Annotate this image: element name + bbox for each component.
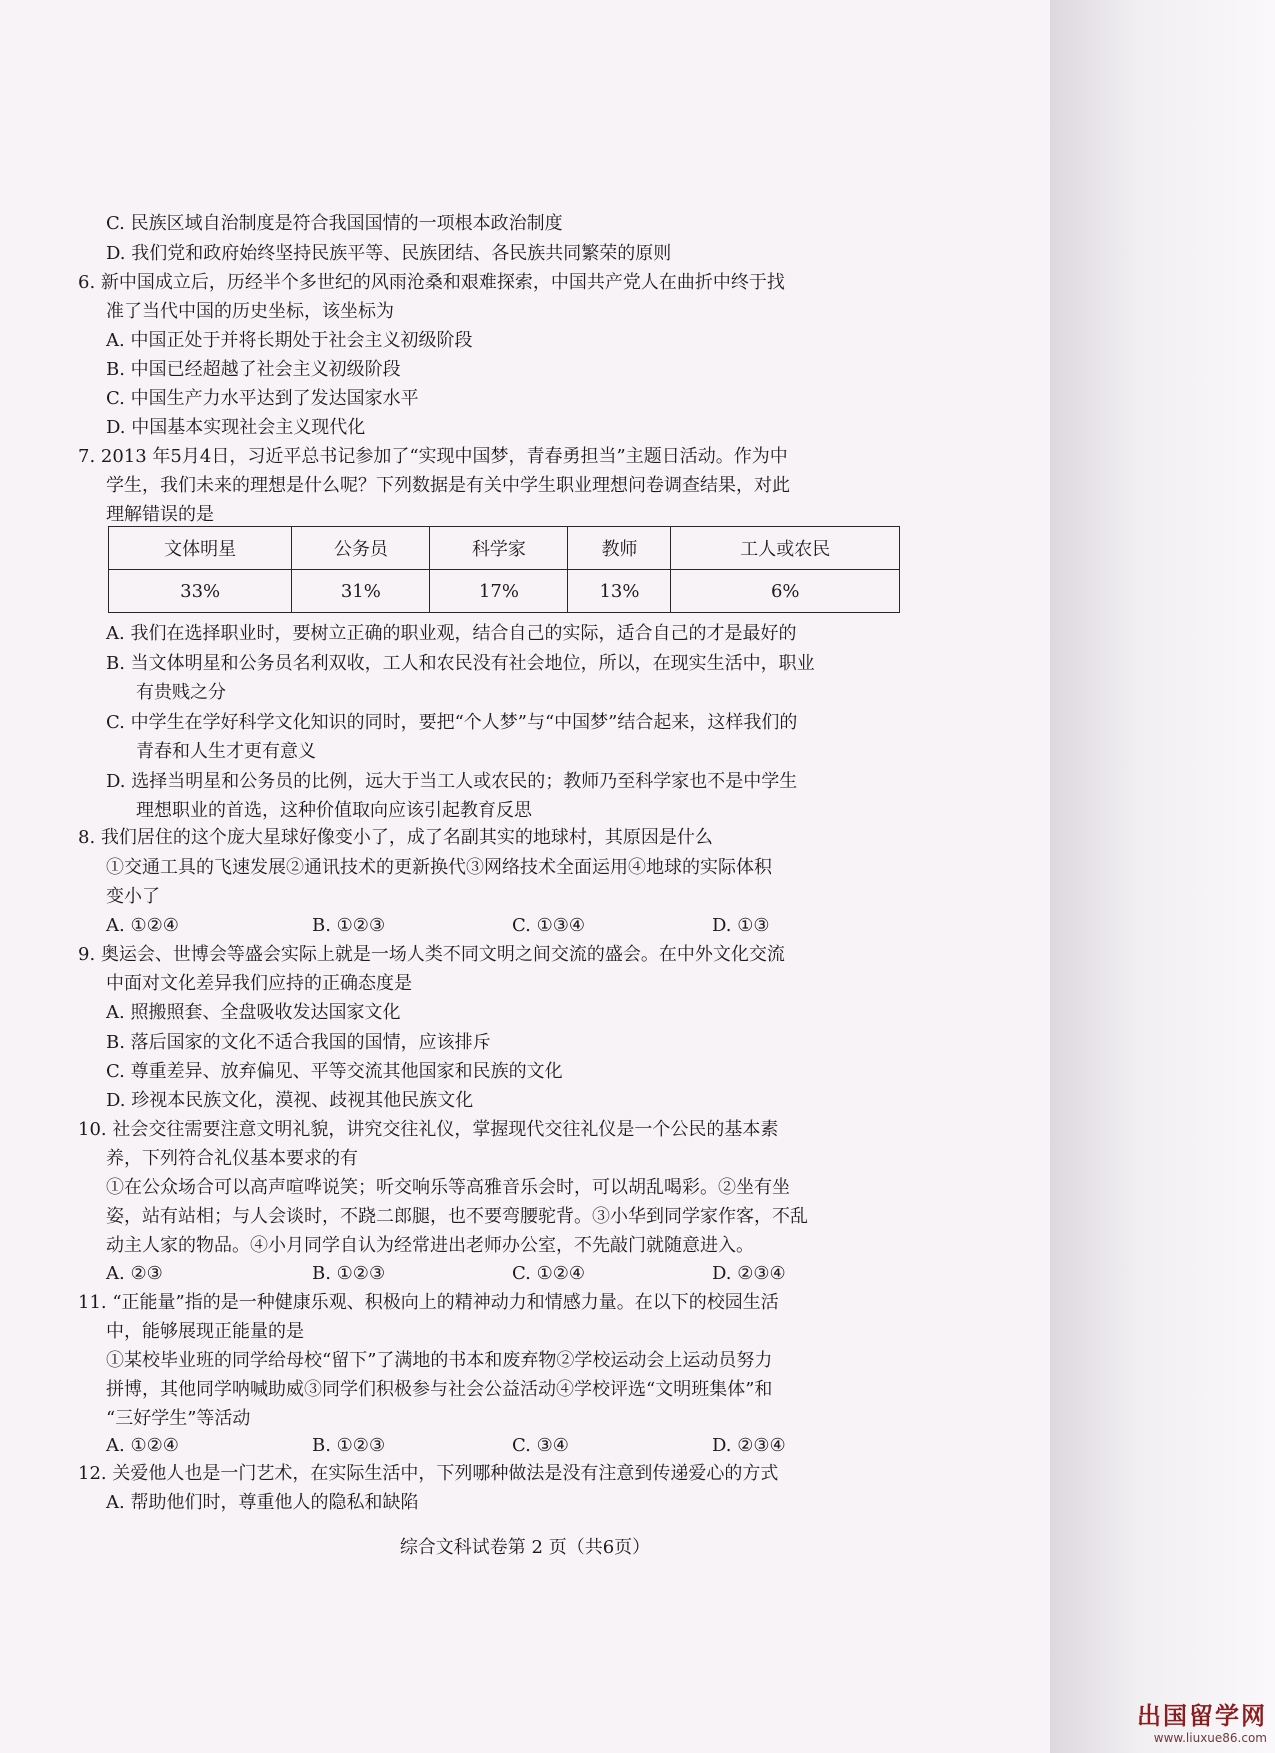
survey-value-cell: 13% bbox=[568, 570, 671, 613]
survey-value-cell: 6% bbox=[671, 570, 900, 613]
text-line: 理想职业的首选，这种价值取向应该引起教育反思 bbox=[136, 800, 532, 821]
answer-choice: B. ①②③ bbox=[312, 915, 386, 936]
question-line: 10. 社会交往需要注意文明礼貌，讲究交往礼仪，掌握现代交往礼仪是一个公民的基本素 bbox=[78, 1119, 779, 1140]
text-line: 有贵贱之分 bbox=[136, 682, 226, 703]
option-line: B. 中国已经超越了社会主义初级阶段 bbox=[106, 359, 401, 380]
text-line: “三好学生”等活动 bbox=[106, 1408, 251, 1429]
text-line: 学生，我们未来的理想是什么呢？下列数据是有关中学生职业理想问卷调查结果，对此 bbox=[106, 475, 790, 496]
option-line: C. 中国生产力水平达到了发达国家水平 bbox=[106, 388, 419, 409]
text-line: 中面对文化差异我们应持的正确态度是 bbox=[106, 973, 412, 994]
survey-value-cell: 31% bbox=[292, 570, 430, 613]
option-line: C. 中学生在学好科学文化知识的同时，要把“个人梦”与“中国梦”结合起来，这样我们的 bbox=[106, 712, 798, 733]
answer-choice: A. ①②④ bbox=[106, 1435, 179, 1456]
answer-choice: C. ③④ bbox=[512, 1435, 569, 1456]
question-line: 6. 新中国成立后，历经半个多世纪的风雨沧桑和艰难探索，中国共产党人在曲折中终于找 bbox=[78, 272, 785, 293]
survey-header-cell: 教师 bbox=[568, 527, 671, 570]
option-line: A. 帮助他们时，尊重他人的隐私和缺陷 bbox=[106, 1492, 419, 1513]
text-line: ①某校毕业班的同学给母校“留下”了满地的书本和废弃物②学校运动会上运动员努力 bbox=[106, 1350, 773, 1371]
scan-background bbox=[1050, 0, 1275, 1753]
answer-choice: B. ①②③ bbox=[312, 1263, 386, 1284]
survey-header-cell: 科学家 bbox=[430, 527, 568, 570]
watermark-title: 出国留学网 bbox=[1137, 1702, 1267, 1730]
answer-choice: D. ②③④ bbox=[712, 1263, 786, 1284]
option-line: B. 落后国家的文化不适合我国的国情，应该排斥 bbox=[106, 1032, 491, 1053]
site-watermark bbox=[1137, 1696, 1267, 1745]
text-line: 动主人家的物品。④小月同学自认为经常进出老师办公室，不先敲门就随意进入。 bbox=[106, 1235, 754, 1256]
text-line: 中，能够展现正能量的是 bbox=[106, 1321, 304, 1342]
answer-choice: A. ①②④ bbox=[106, 915, 179, 936]
option-line: D. 中国基本实现社会主义现代化 bbox=[106, 417, 366, 438]
option-line: C. 民族区域自治制度是符合我国国情的一项根本政治制度 bbox=[106, 213, 563, 234]
survey-value-row bbox=[109, 570, 900, 613]
answer-choice: B. ①②③ bbox=[312, 1435, 386, 1456]
career-survey-table bbox=[108, 526, 900, 613]
text-line: 养，下列符合礼仪基本要求的有 bbox=[106, 1148, 358, 1169]
answer-choice: D. ①③ bbox=[712, 915, 770, 936]
watermark-url: www.liuxue86.com bbox=[1153, 1731, 1267, 1745]
question-line: 12. 关爱他人也是一门艺术，在实际生活中，下列哪种做法是没有注意到传递爱心的方式 bbox=[78, 1463, 779, 1484]
option-line: A. 中国正处于并将长期处于社会主义初级阶段 bbox=[106, 330, 473, 351]
text-line: 准了当代中国的历史坐标，该坐标为 bbox=[106, 301, 394, 322]
text-line: 理解错误的是 bbox=[106, 504, 214, 525]
answer-choice: C. ①③④ bbox=[512, 915, 585, 936]
option-line: D. 选择当明星和公务员的比例，远大于当工人或农民的；教师乃至科学家也不是中学生 bbox=[106, 771, 798, 792]
survey-header-cell: 文体明星 bbox=[109, 527, 292, 570]
page-footer: 综合文科试卷第 2 页（共6页） bbox=[399, 1537, 651, 1558]
survey-header-cell: 公务员 bbox=[292, 527, 430, 570]
survey-value-cell: 17% bbox=[430, 570, 568, 613]
text-line: 青春和人生才更有意义 bbox=[136, 741, 316, 762]
survey-header-row bbox=[109, 527, 900, 570]
answer-choice: C. ①②④ bbox=[512, 1263, 585, 1284]
option-line: D. 我们党和政府始终坚持民族平等、民族团结、各民族共同繁荣的原则 bbox=[106, 243, 672, 264]
answer-choice: D. ②③④ bbox=[712, 1435, 786, 1456]
question-line: 9. 奥运会、世博会等盛会实际上就是一场人类不同文明之间交流的盛会。在中外文化交流 bbox=[78, 944, 785, 965]
option-line: A. 我们在选择职业时，要树立正确的职业观，结合自己的实际，适合自己的才是最好的 bbox=[106, 623, 797, 644]
question-line: 8. 我们居住的这个庞大星球好像变小了，成了名副其实的地球村，其原因是什么 bbox=[78, 827, 713, 848]
text-line: 拼博，其他同学呐喊助威③同学们积极参与社会公益活动④学校评选“文明班集体”和 bbox=[106, 1379, 773, 1400]
answer-choice: A. ②③ bbox=[106, 1263, 163, 1284]
text-line: 姿，站有站相；与人会谈时，不跷二郎腿，也不要弯腰驼背。③小华到同学家作客，不乱 bbox=[106, 1206, 808, 1227]
option-line: D. 珍视本民族文化，漠视、歧视其他民族文化 bbox=[106, 1090, 474, 1111]
text-line: ①交通工具的飞速发展②通讯技术的更新换代③网络技术全面运用④地球的实际体积 bbox=[106, 857, 772, 878]
survey-header-cell: 工人或农民 bbox=[671, 527, 900, 570]
question-line: 7. 2013 年5月4日，习近平总书记参加了“实现中国梦，青春勇担当”主题日活动。作为中 bbox=[78, 446, 788, 467]
text-line: 变小了 bbox=[106, 886, 160, 907]
text-line: ①在公众场合可以高声喧哗说笑；听交响乐等高雅音乐会时，可以胡乱喝彩。②坐有坐 bbox=[106, 1177, 790, 1198]
option-line: B. 当文体明星和公务员名利双收，工人和农民没有社会地位，所以，在现实生活中，职业 bbox=[106, 653, 815, 674]
option-line: A. 照搬照套、全盘吸收发达国家文化 bbox=[106, 1002, 401, 1023]
option-line: C. 尊重差异、放弃偏见、平等交流其他国家和民族的文化 bbox=[106, 1061, 563, 1082]
survey-value-cell: 33% bbox=[109, 570, 292, 613]
question-line: 11. “正能量”指的是一种健康乐观、积极向上的精神动力和情感力量。在以下的校园生活 bbox=[78, 1292, 779, 1313]
